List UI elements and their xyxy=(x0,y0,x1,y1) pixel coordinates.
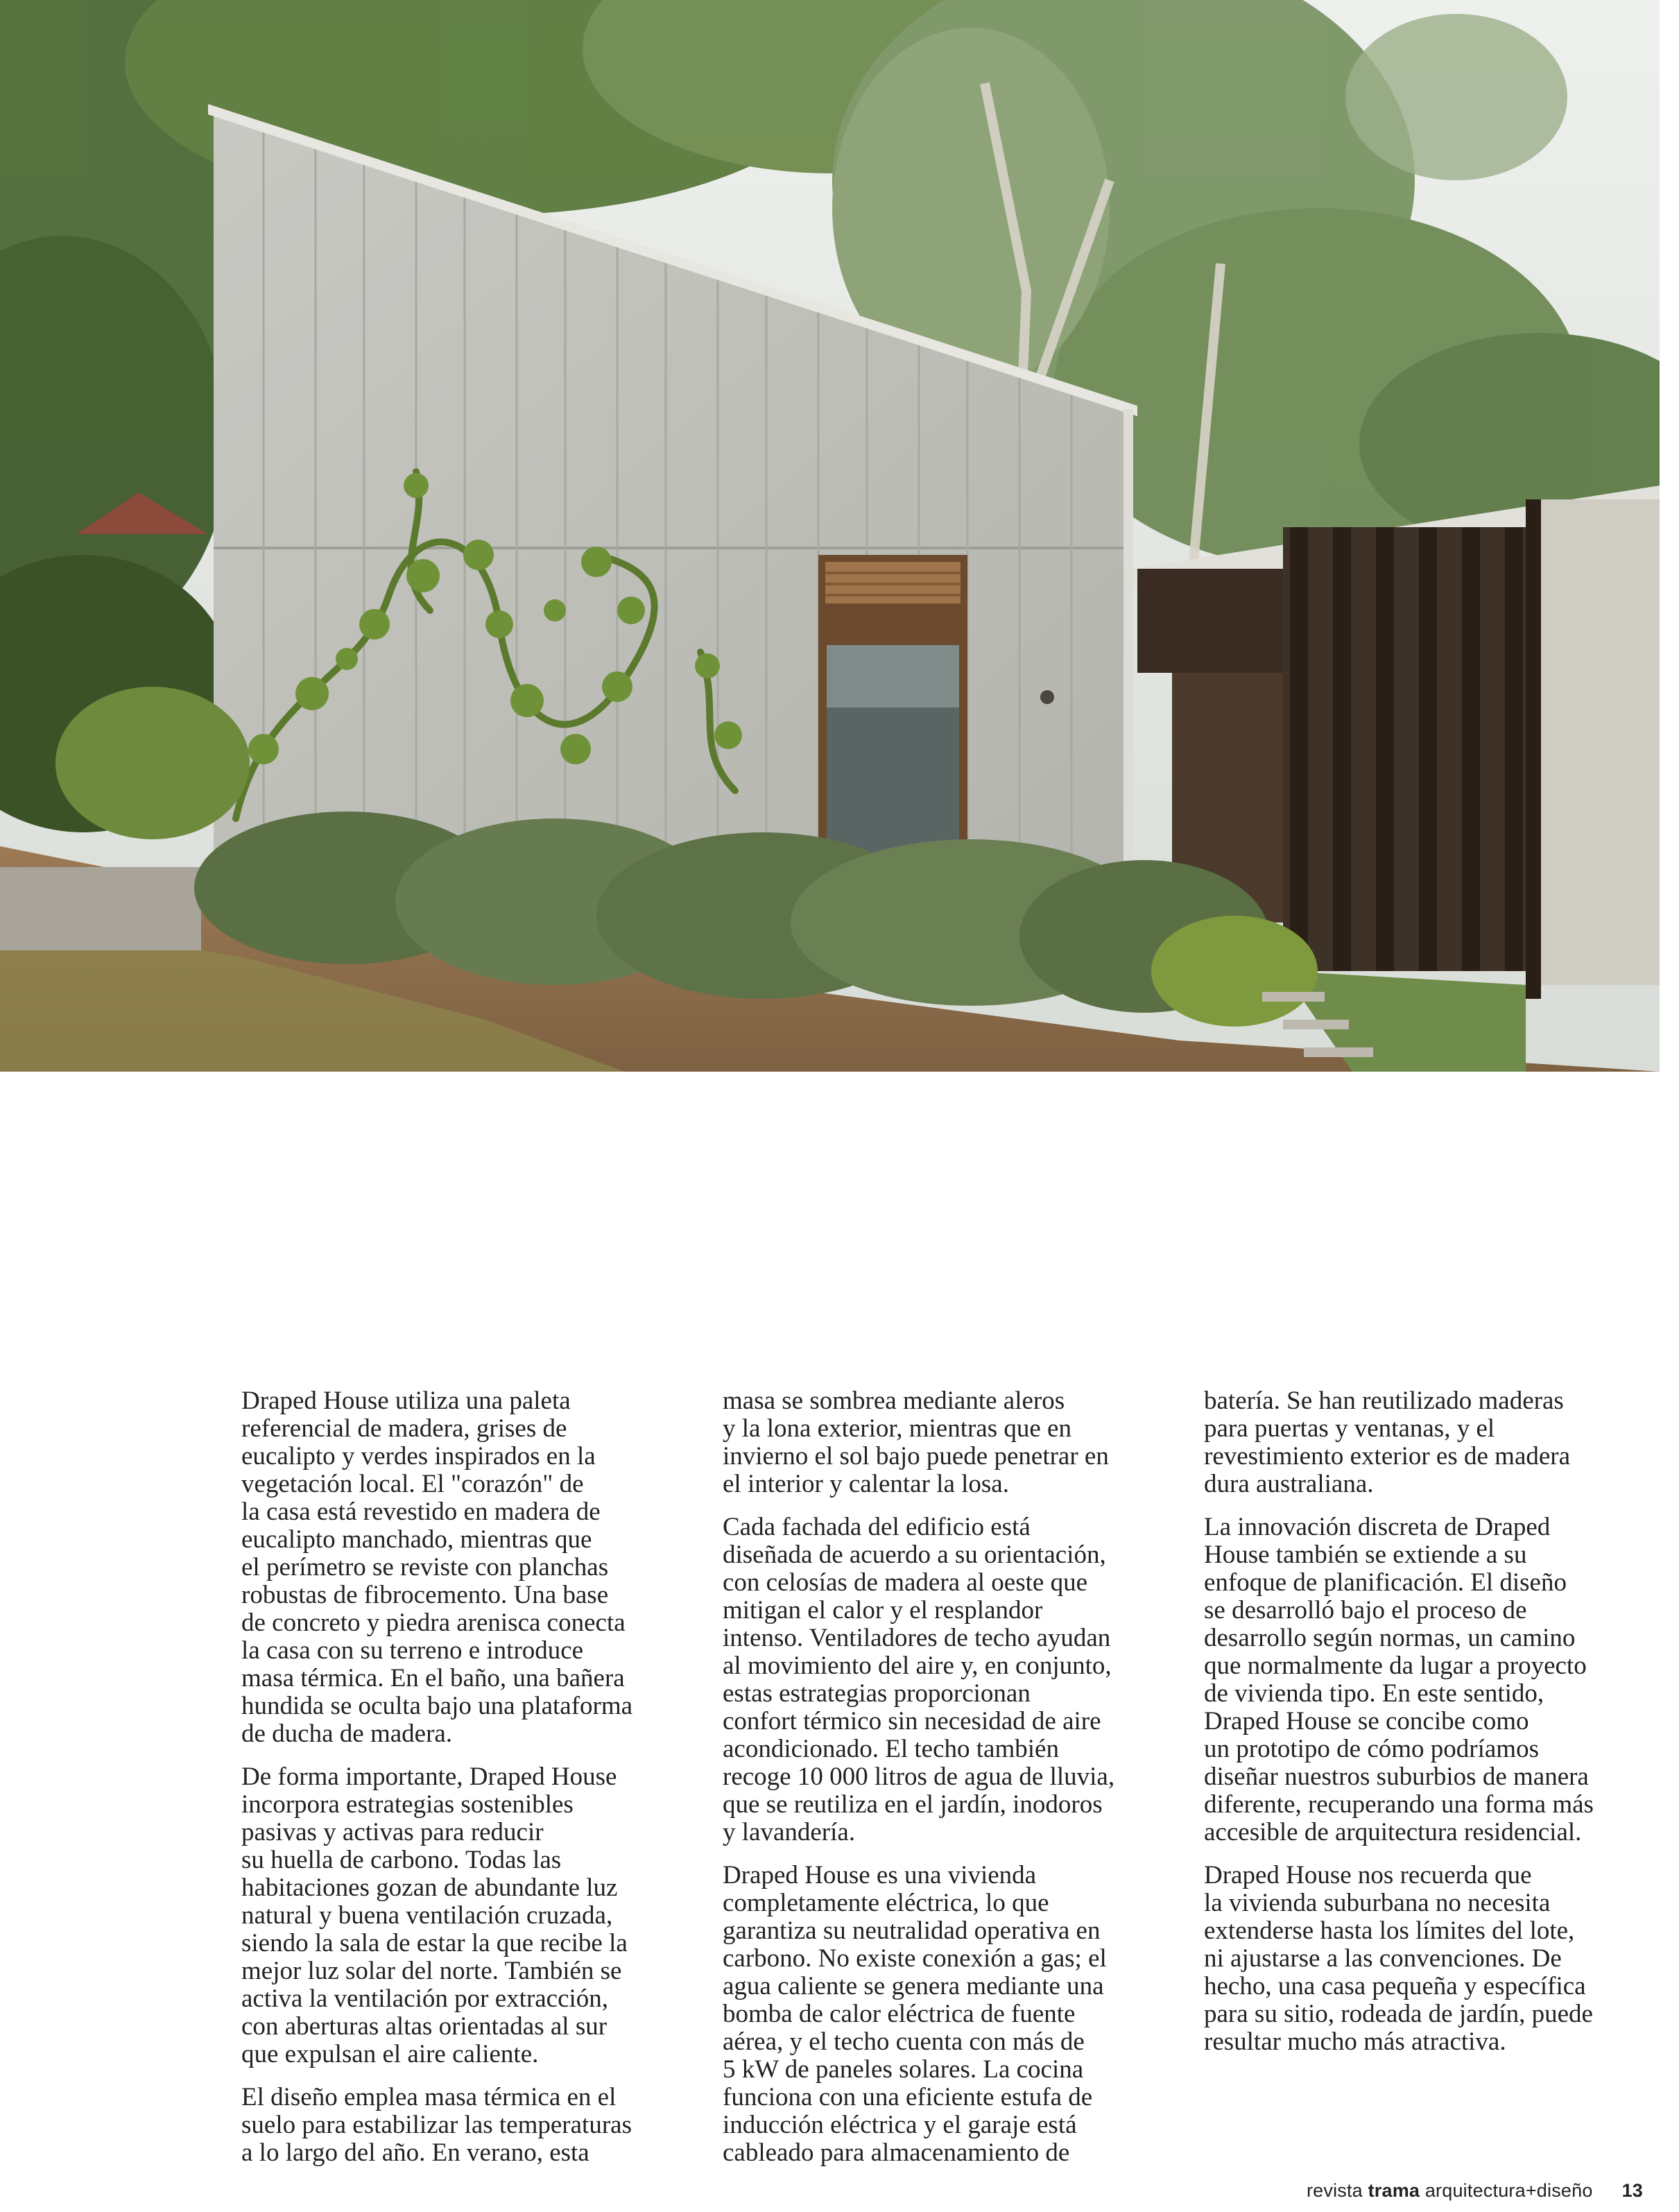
paragraph: batería. Se han reutilizado maderas para puertas y ventanas, y el revestimiento exterior es de madera dura australiana. xyxy=(1204,1387,1571,1498)
paragraph: De forma importante, Draped House incorpora estrategias sostenibles pasivas y activas para reducir su huella de carbono. Todas las habitaciones gozan de abundante luz natural y buena ventilación cruzada, siendo la sala de estar la que recibe la mejor luz solar del norte. También se activa la ventilación por extracción, con aberturas altas orientadas al sur que expulsan el aire caliente. xyxy=(241,1763,628,2068)
page-number: 13 xyxy=(1621,2180,1643,2201)
paragraph: Draped House utiliza una paleta referencial de madera, grises de eucalipto y verdes inspirados en la vegetación local. El "corazón" de la casa está revestido en madera de eucalipto manchado, mientras que el perímetro se reviste con planchas robustas de fibrocemento. Una base de concreto y piedra arenisca conecta la casa con su terreno e introduce masa térmica. En el baño, una bañera hundida se oculta bajo una plataforma de ducha de madera. xyxy=(241,1387,633,1748)
paragraph: Draped House es una vivienda completamente eléctrica, lo que garantiza su neutralidad operativa en carbono. No existe conexión a gas; el agua caliente se genera mediante una bomba de calor eléctrica de fuente aérea, y el techo cuenta con más de 5 kW de paneles solares. La cocina funciona con una eficiente estufa de inducción eléctrica y el garaje está cableado para almacenamiento de xyxy=(723,1861,1107,2167)
paragraph: La innovación discreta de Draped House también se extiende a su enfoque de planificación. El diseño se desarrolló bajo el proceso de desarrollo según normas, un camino que normalmente da lugar a proyecto de vivienda tipo. En este sentido, Draped House se concibe como un prototipo de cómo podríamos diseñar nuestros suburbios de manera diferente, recuperando una forma más accesible de arquitectura residencial. xyxy=(1204,1513,1594,1846)
article-body xyxy=(0,1387,1679,2167)
page-footer xyxy=(1307,2180,1643,2202)
paragraph: Draped House nos recuerda que la vivienda suburbana no necesita extenderse hasta los límites del lote, ni ajustarse a las convenciones. De hecho, una casa pequeña y específica para su sitio, rodeada de jardín, puede resultar mucho más atractiva. xyxy=(1204,1861,1593,2056)
text-column-3 xyxy=(1204,1387,1662,2071)
text-column-1 xyxy=(241,1387,699,2182)
footer-brand: trama xyxy=(1368,2180,1420,2201)
text-column-2 xyxy=(723,1387,1180,2182)
hero-photo xyxy=(0,0,1660,1072)
footer-prefix: revista xyxy=(1306,2180,1368,2201)
timber-window xyxy=(818,555,967,860)
paragraph: El diseño emplea masa térmica en el suelo para estabilizar las temperaturas a lo largo del año. En verano, esta xyxy=(241,2083,632,2167)
house-exterior-illustration xyxy=(0,0,1660,1072)
footer-suffix: arquitectura+diseño xyxy=(1420,2180,1593,2201)
paragraph: Cada fachada del edificio está diseñada de acuerdo a su orientación, con celosías de madera al oeste que mitigan el calor y el resplandor intenso. Ventiladores de techo ayudan al movimiento del aire y, en conjunto, estas estrategias proporcionan confort térmico sin necesidad de aire acondicionado. El techo también recoge 10 000 litros de agua de lluvia, que se reutiliza en el jardín, inodoros y lavandería. xyxy=(723,1513,1115,1846)
paragraph: masa se sombrea mediante aleros y la lona exterior, mientras que en invierno el sol bajo puede penetrar en el interior y calentar la losa. xyxy=(723,1387,1109,1498)
